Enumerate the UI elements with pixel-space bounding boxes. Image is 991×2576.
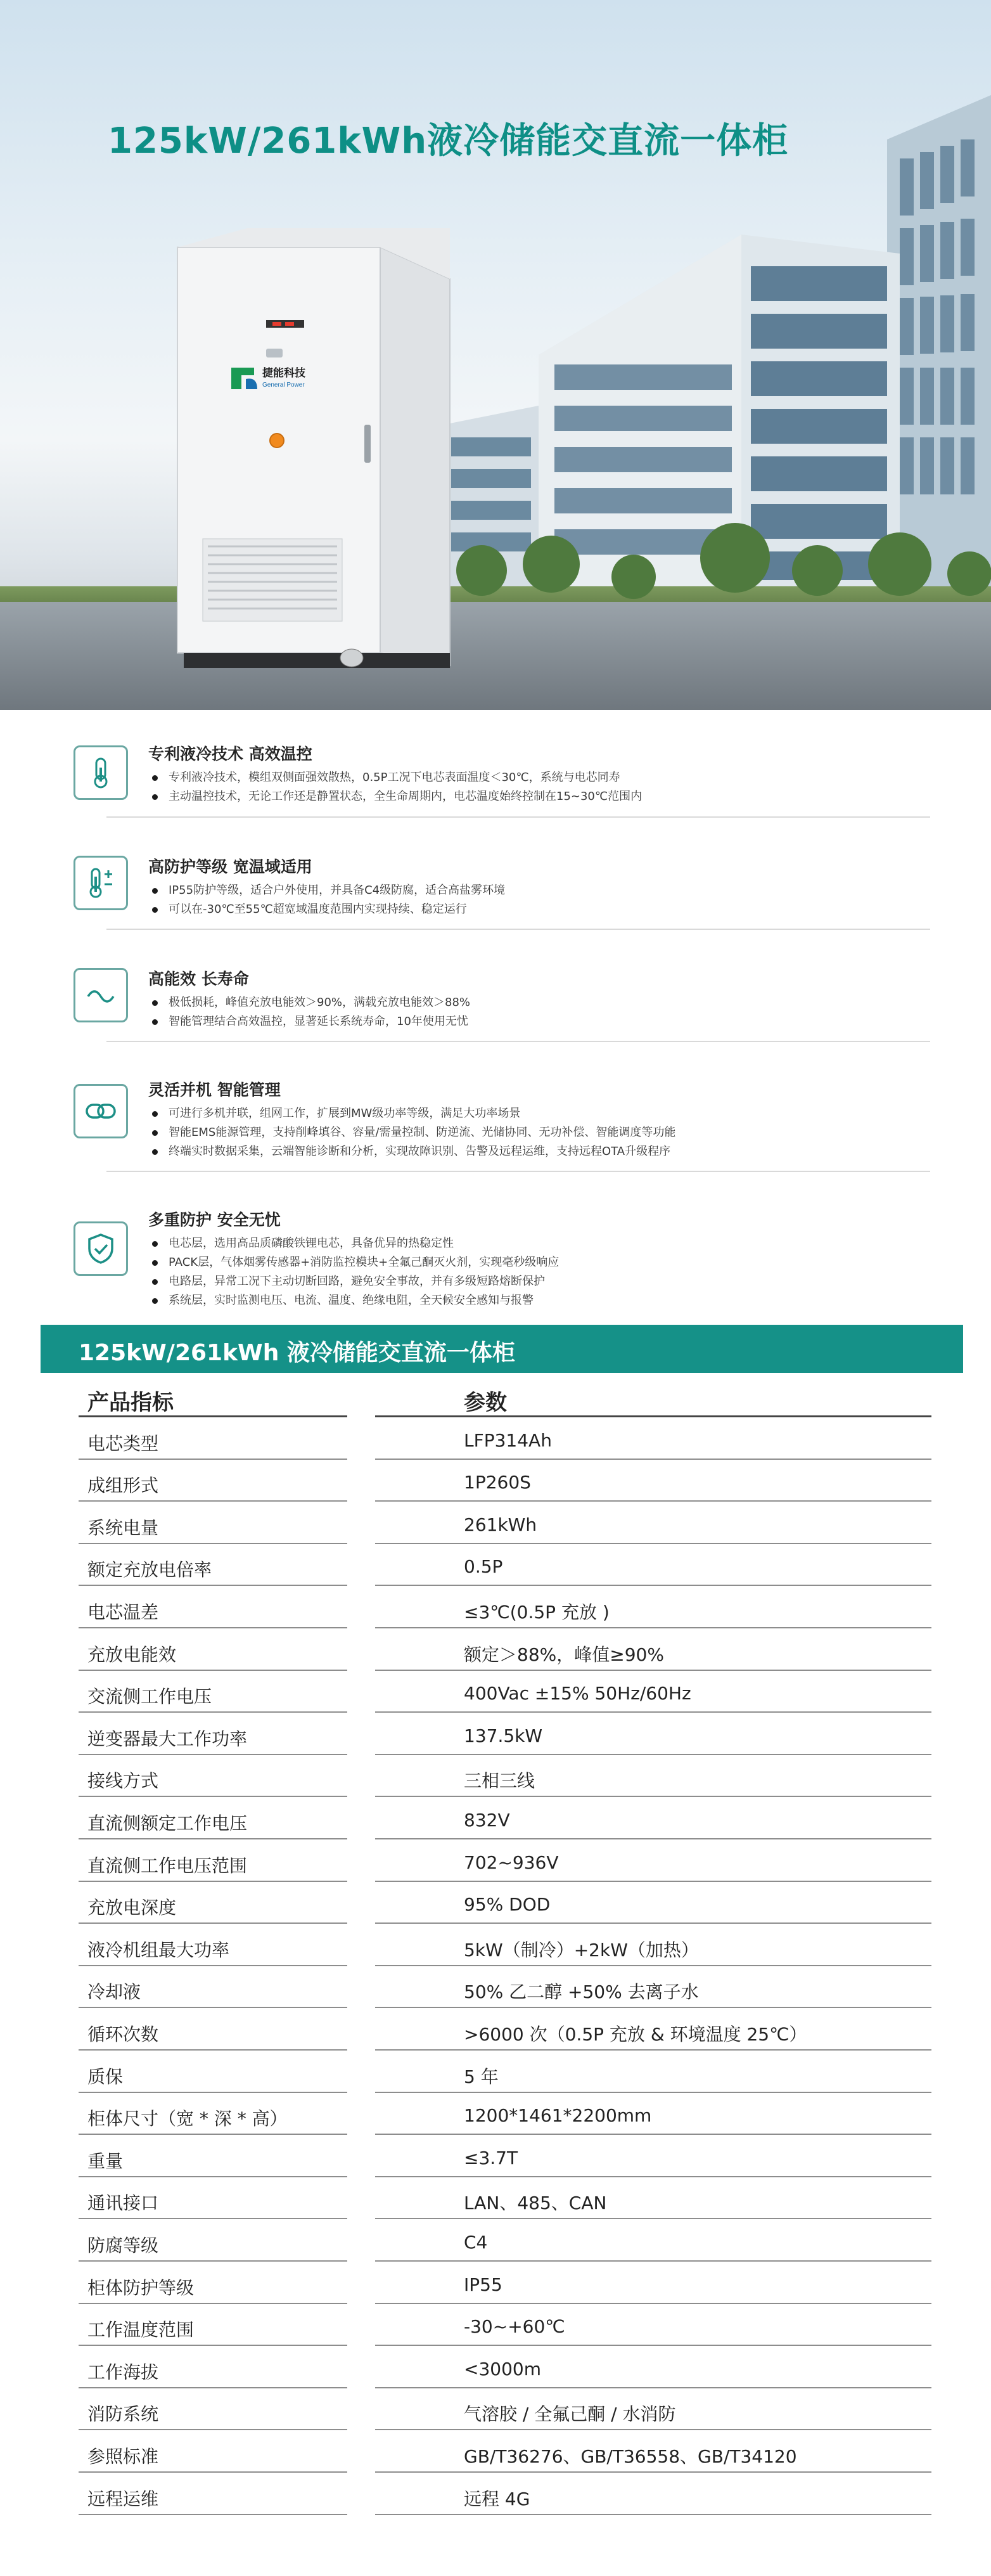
cell-text: 三相三线 xyxy=(464,1770,535,1792)
table-cell-label xyxy=(79,1840,347,1882)
cell-text: 成组形式 xyxy=(87,1475,159,1497)
cell-text: 直流侧额定工作电压 xyxy=(87,1813,248,1834)
table-cell-value xyxy=(375,2220,931,2262)
cell-text: LFP314Ah xyxy=(464,1429,552,1451)
cell-text: ≤3.7T xyxy=(464,2147,518,2168)
feature-bullets xyxy=(148,1234,559,1310)
table-cell-label xyxy=(79,2473,347,2515)
feature-bullets xyxy=(148,881,505,919)
table-cell-value xyxy=(375,1713,931,1755)
cell-text: 1200*1461*2200mm xyxy=(464,2105,652,2127)
table-row xyxy=(72,2473,938,2515)
table-cell-label xyxy=(79,2304,347,2346)
table-cell-label xyxy=(79,2262,347,2304)
column-header-text: 产品指标 xyxy=(87,1390,174,1415)
table-row xyxy=(72,1798,938,1839)
cell-text: 832V xyxy=(464,1810,510,1831)
column-header-label xyxy=(79,1375,347,1417)
list-item: IP55防护等级，适合户外使用，并具备C4级防腐，适合高盐雾环境 xyxy=(148,881,505,900)
table-cell-value xyxy=(375,1671,931,1713)
feature-title: 多重防护 安全无忧 xyxy=(148,1211,281,1229)
table-row xyxy=(72,2177,938,2219)
table-row xyxy=(72,2135,938,2177)
cell-text: IP55 xyxy=(464,2274,502,2295)
cell-text: 柜体防护等级 xyxy=(87,2277,195,2298)
table-cell-label xyxy=(79,1882,347,1924)
table-cell-value xyxy=(375,1798,931,1839)
list-item: 智能EMS能源管理，支持削峰填谷、容量/需量控制、防逆流、光储协同、无功补偿、智能调度等功能 xyxy=(148,1123,675,1142)
table-cell-value xyxy=(375,2388,931,2430)
cell-text: 电芯类型 xyxy=(87,1433,159,1454)
table-row xyxy=(72,1671,938,1713)
table-cell-value xyxy=(375,1544,931,1586)
cell-text: 工作温度范围 xyxy=(87,2319,195,2341)
table-cell-label xyxy=(79,1924,347,1966)
table-row xyxy=(72,1544,938,1586)
cell-text: ≤3℃(0.5P 充放 ) xyxy=(464,1602,610,1623)
table-cell-value xyxy=(375,2093,931,2135)
cell-text: GB/T36276、GB/T36558、GB/T34120 xyxy=(464,2446,797,2467)
table-cell-value xyxy=(375,1587,931,1628)
table-cell-label xyxy=(79,1544,347,1586)
table-cell-value xyxy=(375,1502,931,1544)
list-item: PACK层，气体烟雾传感器+消防监控模块+全氟己酮灭火剂，实现毫秒级响应 xyxy=(148,1253,559,1272)
waveform-icon xyxy=(74,968,128,1022)
cell-text: 消防系统 xyxy=(87,2404,159,2425)
table-cell-label xyxy=(79,1671,347,1713)
table-row xyxy=(72,2051,938,2093)
feature-bullets xyxy=(148,768,642,806)
table-cell-value xyxy=(375,2009,931,2051)
cell-text: 接线方式 xyxy=(87,1770,159,1792)
cell-text: 电芯温差 xyxy=(87,1602,159,1623)
cell-text: 400Vac ±15% 50Hz/60Hz xyxy=(464,1683,691,1704)
table-row xyxy=(72,2304,938,2346)
table-cell-label xyxy=(79,1966,347,2008)
table-cell-value xyxy=(375,2304,931,2346)
table-row xyxy=(72,2220,938,2262)
table-row xyxy=(72,2009,938,2051)
list-item: 可进行多机并联，组网工作，扩展到MW级功率等级，满足大功率场景 xyxy=(148,1104,675,1123)
table-cell-label xyxy=(79,2431,347,2473)
table-cell-label xyxy=(79,1460,347,1502)
cell-text: 137.5kW xyxy=(464,1725,543,1746)
cell-text: 气溶胶 / 全氟己酮 / 水消防 xyxy=(464,2404,676,2425)
column-header-value xyxy=(375,1375,931,1417)
table-row xyxy=(72,1629,938,1671)
table-cell-label xyxy=(79,2051,347,2093)
table-cell-value xyxy=(375,1629,931,1671)
feature-title: 专利液冷技术 高效温控 xyxy=(148,745,312,763)
cell-text: 逆变器最大工作功率 xyxy=(87,1728,248,1749)
table-row xyxy=(72,1840,938,1882)
list-item: 智能管理结合高效温控，显著延长系统寿命，10年使用无忧 xyxy=(148,1012,470,1031)
table-cell-value xyxy=(375,1460,931,1502)
svg-text:捷能科技: 捷能科技 xyxy=(262,367,305,379)
table-cell-value xyxy=(375,2051,931,2093)
table-row xyxy=(72,1882,938,1924)
cell-text: 系统电量 xyxy=(87,1517,159,1538)
hero-banner xyxy=(0,0,991,710)
cabinet-image xyxy=(171,222,469,678)
cell-text: >6000 次（0.5P 充放 & 环境温度 25℃） xyxy=(464,2024,807,2045)
cell-text: LAN、485、CAN xyxy=(464,2193,607,2214)
link-icon xyxy=(74,1084,128,1138)
feature-bullets xyxy=(148,993,470,1031)
cell-text: -30~+60℃ xyxy=(464,2316,565,2338)
cell-text: 重量 xyxy=(87,2150,124,2172)
cell-text: 质保 xyxy=(87,2066,124,2087)
cell-text: 1P260S xyxy=(464,1472,531,1493)
cell-text: 5kW（制冷）+2kW（加热） xyxy=(464,1939,699,1961)
feature-bullets xyxy=(148,1104,675,1161)
cell-text: 循环次数 xyxy=(87,2024,159,2045)
table-cell-value xyxy=(375,1882,931,1924)
table-cell-label xyxy=(79,1587,347,1628)
cell-text: 工作海拔 xyxy=(87,2361,159,2383)
spec-section-title: 125kW/261kWh 液冷储能交直流一体柜 xyxy=(79,1340,515,1366)
cell-text: 远程 4G xyxy=(464,2488,530,2509)
wide-temperature-icon xyxy=(74,856,128,910)
column-header-text: 参数 xyxy=(464,1390,507,1415)
divider xyxy=(106,1171,930,1172)
table-row xyxy=(72,2347,938,2388)
tree-row xyxy=(444,507,991,609)
cell-text: 5 年 xyxy=(464,2066,499,2087)
cell-text: 充放电能效 xyxy=(87,1644,177,1665)
cell-text: 柜体尺寸（宽 * 深 * 高） xyxy=(87,2108,288,2130)
table-cell-label xyxy=(79,2177,347,2219)
feature-title: 高能效 长寿命 xyxy=(148,970,249,988)
list-item: 电路层，异常工况下主动切断回路，避免安全事故，并有多级短路熔断保护 xyxy=(148,1272,559,1291)
cell-text: 直流侧工作电压范围 xyxy=(87,1855,248,1876)
table-cell-value xyxy=(375,2177,931,2219)
table-cell-value xyxy=(375,2135,931,2177)
table-cell-value xyxy=(375,1418,931,1460)
feature-title: 高防护等级 宽温域适用 xyxy=(148,858,312,876)
table-cell-label xyxy=(79,1713,347,1755)
table-cell-label xyxy=(79,2347,347,2388)
cell-text: 冷却液 xyxy=(87,1981,141,2003)
table-row xyxy=(72,1966,938,2008)
cell-text: 额定充放电倍率 xyxy=(87,1559,212,1581)
table-cell-label xyxy=(79,2093,347,2135)
cell-text: C4 xyxy=(464,2232,488,2253)
table-cell-value xyxy=(375,1966,931,2008)
table-cell-label xyxy=(79,2388,347,2430)
cell-text: 充放电深度 xyxy=(87,1897,177,1919)
table-cell-value xyxy=(375,2347,931,2388)
cell-text: 702~936V xyxy=(464,1852,559,1873)
cell-text: 通讯接口 xyxy=(87,2193,159,2214)
table-cell-value xyxy=(375,1924,931,1966)
ground xyxy=(0,602,991,710)
table-cell-value xyxy=(375,2262,931,2304)
table-row xyxy=(72,2262,938,2304)
table-cell-value xyxy=(375,2431,931,2473)
list-item: 专利液冷技术，模组双侧面强效散热，0.5P工况下电芯表面温度＜30℃，系统与电芯同寿 xyxy=(148,768,642,787)
table-cell-value xyxy=(375,1840,931,1882)
list-item: 极低损耗，峰值充放电能效＞90%，满载充放电能效＞88% xyxy=(148,993,470,1012)
table-row xyxy=(72,1502,938,1544)
feature-title: 灵活并机 智能管理 xyxy=(148,1081,281,1099)
table-cell-label xyxy=(79,1798,347,1839)
table-cell-value xyxy=(375,1755,931,1797)
list-item: 终端实时数据采集，云端智能诊断和分析，实现故障识别、告警及远程运维，支持远程OTA升级程序 xyxy=(148,1142,675,1161)
table-cell-label xyxy=(79,2009,347,2051)
svg-text:General Power: General Power xyxy=(262,382,305,389)
table-header-row xyxy=(72,1375,938,1417)
cell-text: 261kWh xyxy=(464,1514,537,1535)
shield-check-icon xyxy=(74,1221,128,1276)
divider xyxy=(106,1041,930,1042)
cell-text: 50% 乙二醇 +50% 去离子水 xyxy=(464,1981,699,2003)
table-row xyxy=(72,1460,938,1502)
divider xyxy=(106,929,930,930)
cell-text: 95% DOD xyxy=(464,1894,551,1916)
cell-text: 远程运维 xyxy=(87,2488,159,2509)
cell-text: 液冷机组最大功率 xyxy=(87,1939,230,1961)
cell-text: 额定＞88%，峰值≥90% xyxy=(464,1644,664,1665)
table-cell-label xyxy=(79,1629,347,1671)
divider xyxy=(106,816,930,818)
table-cell-value xyxy=(375,2473,931,2515)
cell-text: 交流侧工作电压 xyxy=(87,1686,212,1708)
page-title: 125kW/261kWh液冷储能交直流一体柜 xyxy=(108,120,789,162)
table-row xyxy=(72,1713,938,1755)
table-row xyxy=(72,2093,938,2135)
list-item: 系统层，实时监测电压、电流、温度、绝缘电阻，全天候安全感知与报警 xyxy=(148,1291,559,1310)
table-row xyxy=(72,1755,938,1797)
table-row xyxy=(72,1924,938,1966)
table-row xyxy=(72,2431,938,2473)
table-row xyxy=(72,2388,938,2430)
table-row xyxy=(72,1587,938,1628)
thermometer-icon xyxy=(74,745,128,800)
list-item: 可以在-30℃至55℃超宽域温度范围内实现持续、稳定运行 xyxy=(148,900,505,919)
cell-text: 防腐等级 xyxy=(87,2235,159,2256)
table-cell-label xyxy=(79,2135,347,2177)
table-cell-label xyxy=(79,1755,347,1797)
table-cell-label xyxy=(79,1502,347,1544)
table-row xyxy=(72,1418,938,1460)
table-cell-label xyxy=(79,2220,347,2262)
cell-text: <3000m xyxy=(464,2358,541,2380)
table-cell-label xyxy=(79,1418,347,1460)
spec-section-header xyxy=(41,1325,963,1373)
cell-text: 参照标准 xyxy=(87,2446,159,2467)
cell-text: 0.5P xyxy=(464,1556,503,1578)
list-item: 主动温控技术，无论工作还是静置状态，全生命周期内，电芯温度始终控制在15~30℃范围内 xyxy=(148,787,642,806)
list-item: 电芯层，选用高品质磷酸铁锂电芯，具备优异的热稳定性 xyxy=(148,1234,559,1253)
